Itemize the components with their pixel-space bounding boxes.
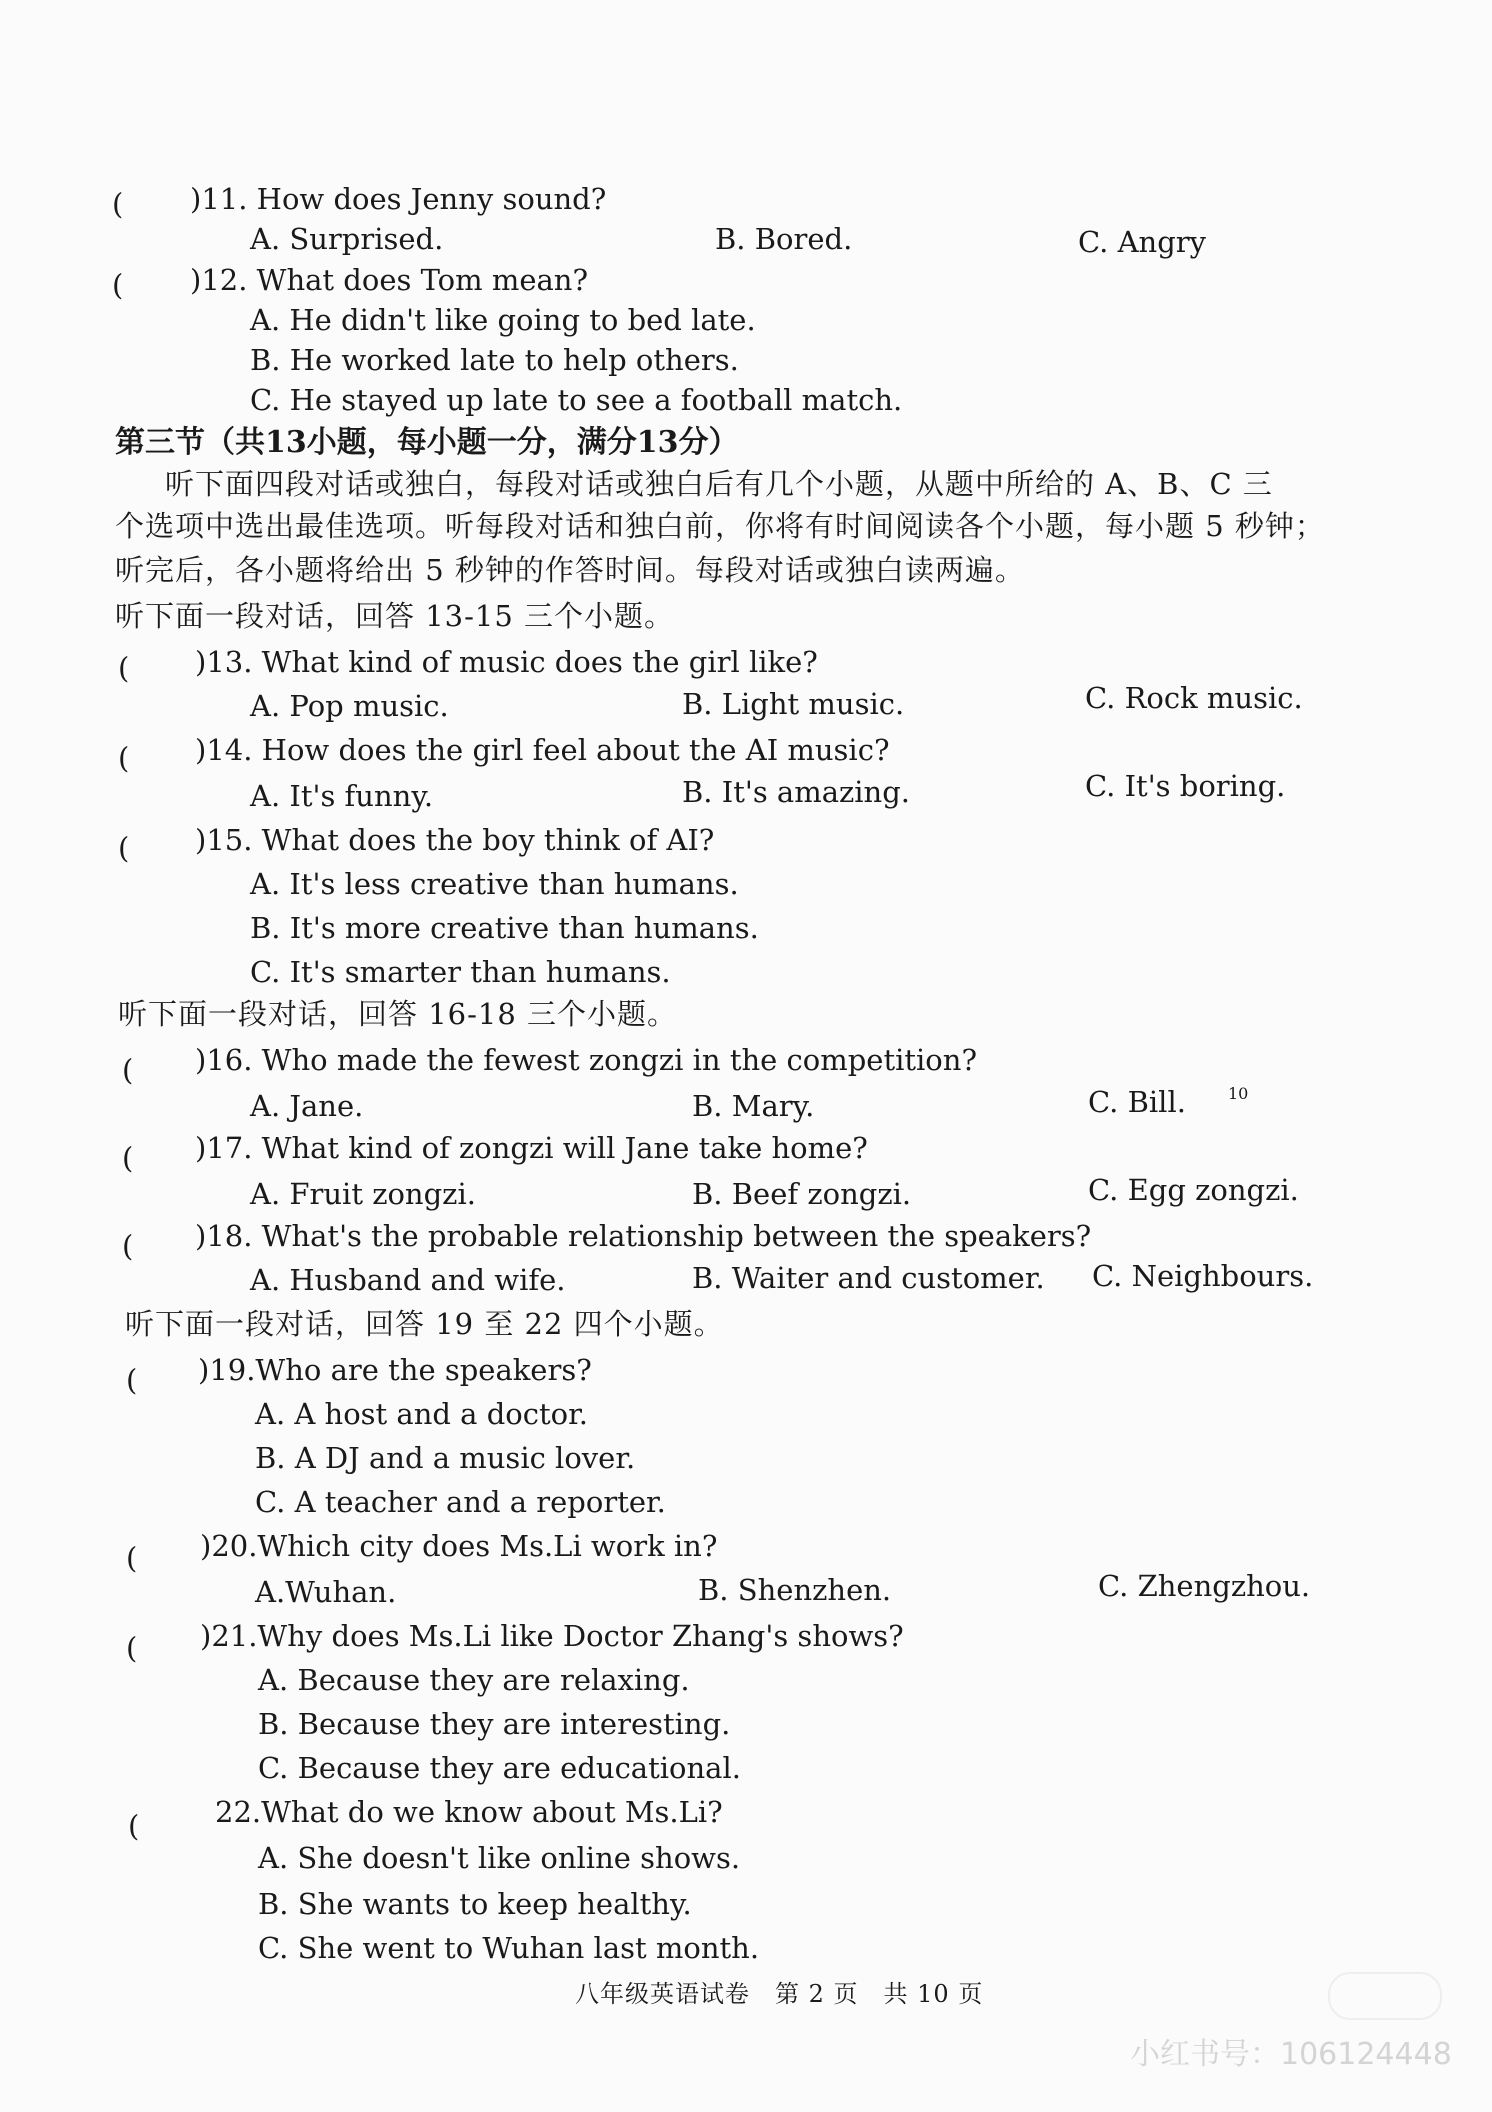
option-21-a: A. Because they are relaxing.	[258, 1663, 690, 1697]
option-11-a: A. Surprised.	[250, 222, 444, 256]
option-14-c: C. It's boring.	[1085, 769, 1286, 803]
answer-paren: (	[118, 651, 130, 685]
option-18-b: B. Waiter and customer.	[692, 1261, 1045, 1295]
instruction-line-3: 听完后，各小题将给出 5 秒钟的作答时间。每段对话或独白读两遍。	[115, 553, 1025, 587]
subhead-13-15: 听下面一段对话，回答 13-15 三个小题。	[115, 599, 675, 633]
option-17-b: B. Beef zongzi.	[692, 1177, 912, 1211]
section-heading: 第三节（共13小题，每小题一分，满分13分）	[115, 425, 739, 460]
option-22-a: A. She doesn't like online shows.	[258, 1841, 741, 1875]
option-21-b: B. Because they are interesting.	[258, 1707, 731, 1741]
answer-paren: (	[126, 1541, 138, 1575]
option-16-b: B. Mary.	[692, 1089, 815, 1123]
answer-paren: (	[118, 831, 130, 865]
question-22: 22.What do we know about Ms.Li?	[215, 1795, 723, 1829]
answer-paren: (	[128, 1809, 140, 1843]
question-16: )16. Who made the fewest zongzi in the competition?	[195, 1043, 977, 1077]
option-15-b: B. It's more creative than humans.	[250, 911, 759, 945]
watermark: 小红书号：106124448	[1130, 2037, 1452, 2072]
faint-stamp	[1328, 1972, 1442, 2020]
option-11-c: C. Angry	[1078, 225, 1207, 259]
question-14: )14. How does the girl feel about the AI music?	[195, 733, 890, 767]
question-21: )21.Why does Ms.Li like Doctor Zhang's shows?	[200, 1619, 904, 1653]
option-19-a: A. A host and a doctor.	[255, 1397, 588, 1431]
question-13: )13. What kind of music does the girl like?	[195, 645, 818, 679]
option-12-b: B. He worked late to help others.	[250, 343, 739, 377]
option-14-b: B. It's amazing.	[682, 775, 911, 809]
option-19-c: C. A teacher and a reporter.	[255, 1485, 666, 1519]
answer-paren: (	[126, 1631, 138, 1665]
option-13-a: A. Pop music.	[250, 689, 449, 723]
option-12-a: A. He didn't like going to bed late.	[250, 303, 756, 337]
option-11-b: B. Bored.	[715, 222, 853, 256]
option-20-c: C. Zhengzhou.	[1098, 1569, 1311, 1603]
instruction-line-2: 个选项中选出最佳选项。听每段对话和独白前，你将有时间阅读各个小题，每小题 5 秒钟；	[115, 509, 1325, 543]
answer-paren: (	[122, 1053, 134, 1087]
option-18-a: A. Husband and wife.	[250, 1263, 566, 1297]
option-20-a: A.Wuhan.	[255, 1575, 397, 1609]
instruction-line-1: 听下面四段对话或独白，每段对话或独白后有几个小题，从题中所给的 A、B、C 三	[165, 467, 1273, 501]
question-17: )17. What kind of zongzi will Jane take home?	[195, 1131, 868, 1165]
answer-paren: (	[112, 268, 124, 302]
answer-paren: (	[122, 1229, 134, 1263]
page-footer: 八年级英语试卷 第 2 页 共 10 页	[575, 1980, 984, 2008]
option-17-c: C. Egg zongzi.	[1088, 1173, 1299, 1207]
option-20-b: B. Shenzhen.	[698, 1573, 892, 1607]
option-15-c: C. It's smarter than humans.	[250, 955, 671, 989]
option-22-c: C. She went to Wuhan last month.	[258, 1931, 760, 1965]
option-12-c: C. He stayed up late to see a football match.	[250, 383, 903, 417]
answer-paren: (	[122, 1141, 134, 1175]
answer-paren: (	[112, 187, 124, 221]
option-14-a: A. It's funny.	[250, 779, 434, 813]
question-15: )15. What does the boy think of AI?	[195, 823, 715, 857]
option-22-b: B. She wants to keep healthy.	[258, 1887, 692, 1921]
question-18: )18. What's the probable relationship between the speakers?	[195, 1219, 1092, 1253]
question-19: )19.Who are the speakers?	[198, 1353, 592, 1387]
option-13-c: C. Rock music.	[1085, 681, 1303, 715]
option-16-a: A. Jane.	[250, 1089, 364, 1123]
stray-mark: 10	[1228, 1084, 1249, 1103]
option-17-a: A. Fruit zongzi.	[250, 1177, 476, 1211]
question-11: )11. How does Jenny sound?	[190, 182, 607, 216]
subhead-19-22: 听下面一段对话，回答 19 至 22 四个小题。	[125, 1307, 724, 1341]
option-18-c: C. Neighbours.	[1092, 1259, 1314, 1293]
question-12: )12. What does Tom mean?	[190, 263, 589, 297]
answer-paren: (	[126, 1363, 138, 1397]
option-13-b: B. Light music.	[682, 687, 905, 721]
option-16-c: C. Bill.	[1088, 1085, 1186, 1119]
question-20: )20.Which city does Ms.Li work in?	[200, 1529, 718, 1563]
answer-paren: (	[118, 741, 130, 775]
option-15-a: A. It's less creative than humans.	[250, 867, 739, 901]
option-19-b: B. A DJ and a music lover.	[255, 1441, 636, 1475]
option-21-c: C. Because they are educational.	[258, 1751, 741, 1785]
subhead-16-18: 听下面一段对话，回答 16-18 三个小题。	[118, 997, 678, 1031]
